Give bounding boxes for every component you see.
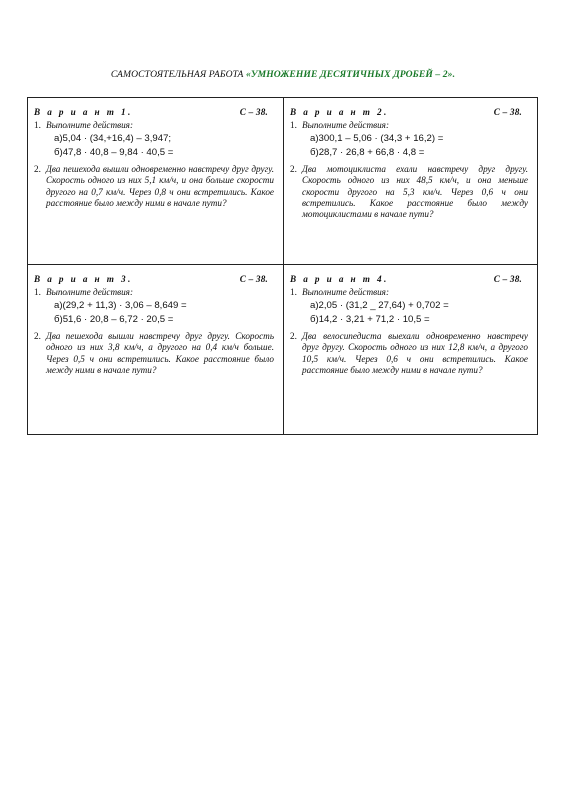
task-text: Два пешехода вышли навстречу друг другу. Скорость одного из них 3,8 км/ч, а другого на 0,4 км/ч больше. Через 0,5 ч они встретились. Какое расстояние было между ними в начале пути? [46,330,274,376]
expression-a: а)2,05 · (31,2 _ 27,64) + 0,702 = [310,299,449,311]
task-number: 2. [34,163,41,174]
variant-2-cell [284,98,537,265]
task-number: 2. [34,330,41,341]
variant-label: В а р и а н т 2. [290,107,389,117]
variant-1-cell [28,98,284,265]
work-code: С – 38. [493,107,522,117]
task-text: Два велосипедиста выехали одновременно навстречу друг другу. Скорость одного из них 12,8 км/ч, а другого 10,5 км/ч. Через 0,6 ч они встретились. Какое расстояние было между ними в начале пути? [302,330,528,376]
task-1 [34,287,274,298]
task-number: 1. [34,287,41,298]
task-2 [34,164,274,210]
task-2 [290,164,528,221]
task-label: Выполните действия: [46,120,134,131]
task-2 [34,331,274,377]
variant-header [34,107,274,118]
expression-a: а)300,1 – 5,06 · (34,3 + 16,2) = [310,132,444,144]
variant-header [290,107,528,118]
variant-header [290,274,528,285]
variant-label: В а р и а н т 4. [290,274,389,284]
task-label: Выполните действия: [46,287,134,298]
expression-a: а)5,04 · (34,+16,4) – 3,947; [54,132,172,144]
variant-header [34,274,274,285]
work-code: С – 38. [493,274,522,284]
variants-table [27,97,538,435]
expression-b: б)47,8 · 40,8 – 9,84 · 40,5 = [54,146,174,158]
variant-4-cell [284,265,537,434]
worksheet-title-plain: САМОСТОЯТЕЛЬНАЯ РАБОТА [110,69,246,80]
task-text: Два мотоциклиста ехали навстречу друг другу. Скорость одного из них 48,5 км/ч, и она меньше скорости другого на 5,3 км/ч. Через 0,6 ч они встретились. Какое расстояние было между мотоциклистами в начале пути? [302,163,528,220]
task-2 [290,331,528,377]
expression-b: б)28,7 · 26,8 + 66,8 · 4,8 = [310,146,425,158]
task-label: Выполните действия: [302,287,390,298]
task-label: Выполните действия: [302,120,390,131]
expression-b: б)51,6 · 20,8 – 6,72 · 20,5 = [54,313,174,325]
task-number: 1. [34,120,41,131]
task-1 [290,287,528,298]
variant-3-cell [28,265,284,434]
expression-a: а)(29,2 + 11,3) · 3,06 – 8,649 = [54,299,187,311]
task-1 [34,120,274,131]
variant-label: В а р и а н т 1. [34,107,133,117]
worksheet-title [0,69,566,80]
task-1 [290,120,528,131]
variant-label: В а р и а н т 3. [34,274,133,284]
task-number: 1. [290,287,297,298]
worksheet-title-topic: «УМНОЖЕНИЕ ДЕСЯТИЧНЫХ ДРОБЕЙ – 2». [245,69,456,80]
work-code: С – 38. [239,107,268,117]
work-code: С – 38. [239,274,268,284]
task-text: Два пешехода вышли одновременно навстречу друг другу. Скорость одного из них 5,1 км/ч, и она больше скорости другого на 0,7 км/ч. Через 0,8 ч они встретились. Какое расстояние было между ними в начале пути? [46,163,274,209]
task-number: 2. [290,163,297,174]
task-number: 2. [290,330,297,341]
expression-b: б)14,2 · 3,21 + 71,2 · 10,5 = [310,313,430,325]
task-number: 1. [290,120,297,131]
